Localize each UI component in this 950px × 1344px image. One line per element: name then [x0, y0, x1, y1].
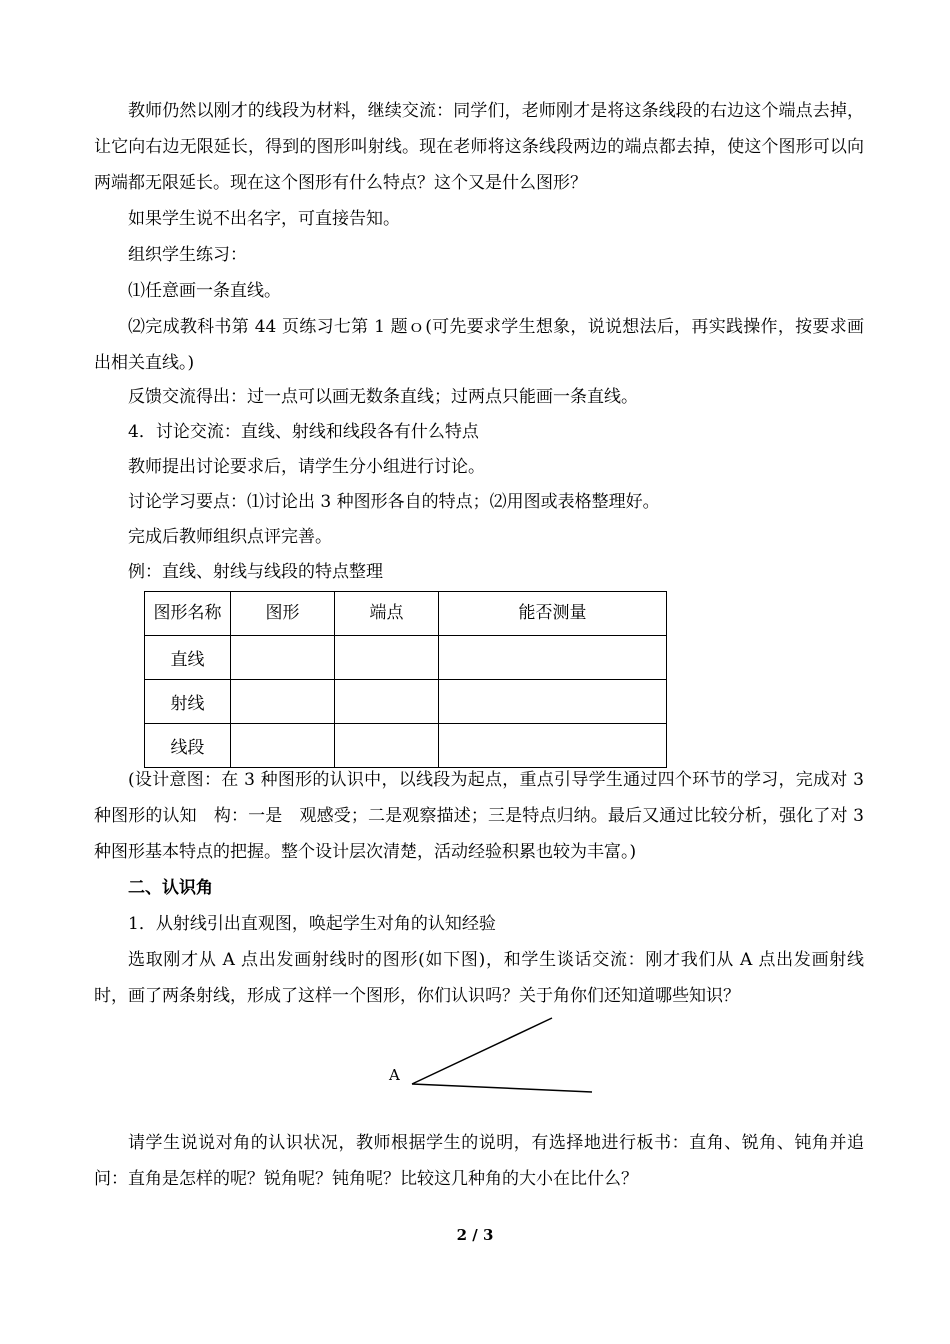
- paragraph-practice-1: ⑴任意画一条直线。: [128, 281, 281, 301]
- paragraph-discussion-heading: 4．讨论交流：直线、射线和线段各有什么特点: [128, 422, 479, 442]
- paragraph-practice-2: ⑵完成教科书第 44 页练习七第 1 题ｏ(可先要求学生想象，说说想法后，再实践操作，按要求画出相关直线。): [94, 317, 864, 373]
- table-row: [145, 636, 667, 680]
- table-cell: [335, 724, 439, 768]
- angle-figure: [380, 1010, 610, 1100]
- table-cell: [439, 636, 667, 680]
- table-cell: [231, 636, 335, 680]
- paragraph-group-discussion: 教师提出讨论要求后，请学生分小组进行讨论。: [128, 457, 485, 477]
- table-row: [145, 724, 667, 768]
- table-cell: [439, 680, 667, 724]
- paragraph-review: 完成后教师组织点评完善。: [128, 527, 332, 547]
- table-header-cell: 端点: [335, 592, 439, 636]
- paragraph-tell-name: 如果学生说不出名字，可直接告知。: [128, 209, 400, 229]
- paragraph-feedback: 反馈交流得出：过一点可以画无数条直线；过两点只能画一条直线。: [128, 387, 638, 407]
- table-header-cell: 能否测量: [439, 592, 667, 636]
- paragraph-angle-step-1: 1．从射线引出直观图，唤起学生对角的认知经验: [128, 914, 496, 934]
- paragraph-practice-intro: 组织学生练习：: [128, 245, 247, 265]
- page-number: 2 / 3: [456, 1226, 494, 1244]
- paragraph-angle-types: 请学生说说对角的认识状况，教师根据学生的说明，有选择地进行板书：直角、锐角、钝角并追问：直角是怎样的呢？锐角呢？钝角呢？比较这几种角的大小在比什么？: [94, 1133, 864, 1189]
- table-header-cell: 图形名称: [145, 592, 231, 636]
- table-cell: 线段: [145, 724, 231, 768]
- paragraph-angle-dialogue: 选取刚才从 A 点出发画射线时的图形(如下图)，和学生谈话交流：刚才我们从 A 点出发画射线时，画了两条射线，形成了这样一个图形，你们认识吗？关于角你们还知道哪些知识？: [94, 950, 864, 1006]
- section-heading-angle: 二、认识角: [128, 878, 213, 898]
- paragraph-design-intent: (设计意图：在 3 种图形的认识中，以线段为起点，重点引导学生通过四个环节的学习，完成对 3 种图形的认知 构：一是 观感受；二是观察描述；三是特点归纳。最后又通过比较分析，强化了对 3 种图形基本特点的把握。整个设计层次清楚，活动经验积累也较为丰富。): [94, 770, 864, 862]
- table-header-row: [145, 592, 667, 636]
- table-cell: 射线: [145, 680, 231, 724]
- table-cell: [335, 680, 439, 724]
- feature-table: [144, 591, 667, 768]
- table-header-cell: 图形: [231, 592, 335, 636]
- paragraph-ray-to-line: 教师仍然以刚才的线段为材料，继续交流：同学们，老师刚才是将这条线段的右边这个端点去掉，让它向右边无限延长，得到的图形叫射线。现在老师将这条线段两边的端点都去掉，使这个图形可以向两端都无限延长。现在这个图形有什么特点？这个又是什么图形？: [94, 101, 864, 193]
- paragraph-example: 例：直线、射线与线段的特点整理: [128, 562, 383, 582]
- paragraph-discussion-points: 讨论学习要点：⑴讨论出 3 种图形各自的特点；⑵用图或表格整理好。: [128, 492, 660, 512]
- ray-lower: [412, 1084, 592, 1092]
- table-cell: 直线: [145, 636, 231, 680]
- ray-upper: [412, 1018, 552, 1084]
- table-cell: [231, 724, 335, 768]
- table-row: [145, 680, 667, 724]
- table-cell: [231, 680, 335, 724]
- vertex-label-a: A: [389, 1066, 400, 1084]
- table-cell: [335, 636, 439, 680]
- table-cell: [439, 724, 667, 768]
